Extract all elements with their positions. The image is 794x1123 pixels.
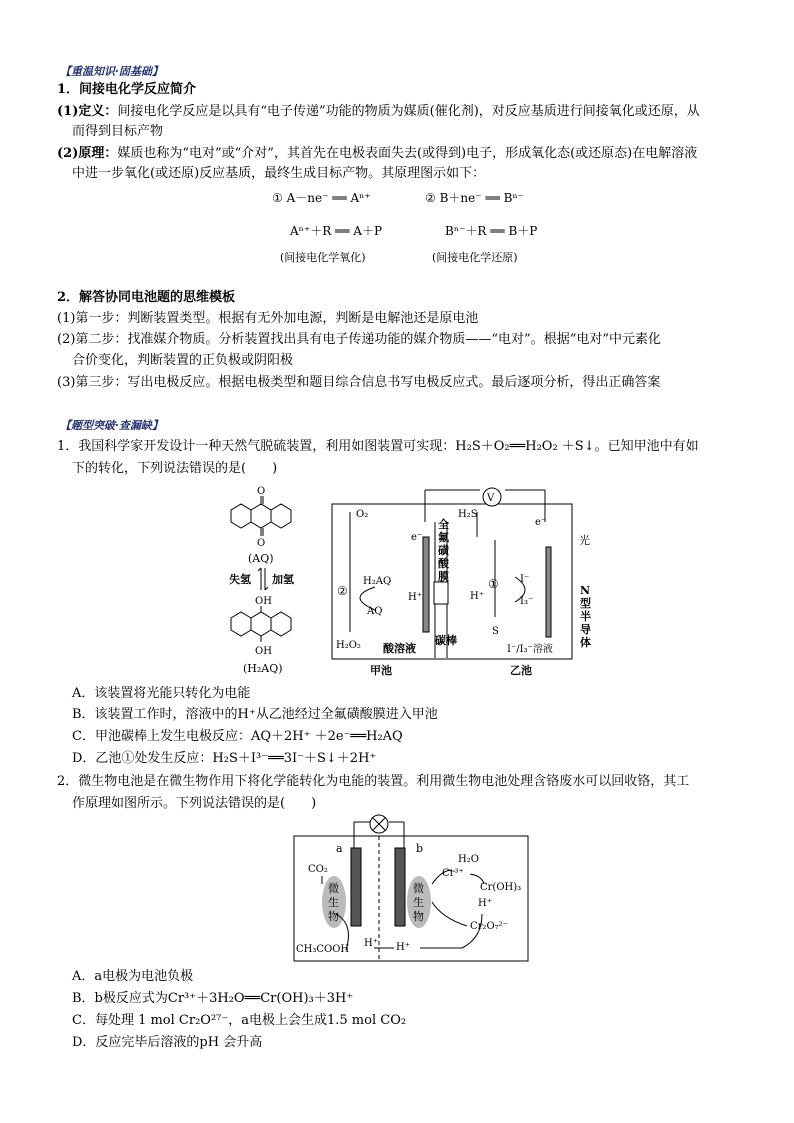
question-2-figure <box>292 814 532 964</box>
step-2: (2)第二步：找准媒介物质。分析装置找出具有电子传递功能的媒介物质——“电对”。根据“电对”中元素化 <box>57 332 661 347</box>
h2s-label: H₂S <box>458 509 478 520</box>
membrane-label: 全 氟 磺 酸 膜 <box>438 518 449 583</box>
cr2o7-text: Cr₂O₇²⁻ <box>470 921 508 932</box>
eq-reduction-2: Bⁿ⁻＋R ══ B＋P <box>445 224 538 238</box>
label-b: b <box>416 842 424 855</box>
circle-2: ② <box>337 584 348 598</box>
voltmeter-label: V <box>487 493 495 504</box>
definition-line-2: 而得到目标产物 <box>72 124 164 139</box>
membrane <box>434 582 448 604</box>
section-title-1: 1．间接电化学反应简介 <box>57 82 197 97</box>
question-1-stem-2: 下的转化，下列说法错误的是( ) <box>72 461 278 476</box>
question-2-stem-2: 作原理如图所示。下列说法错误的是( ) <box>72 796 317 811</box>
aq-label: (AQ) <box>248 552 274 565</box>
hplus-a: H⁺ <box>364 938 378 949</box>
microbe-left-label: 微 生 物 <box>328 882 339 923</box>
eq-oxidation-caption: (间接电化学氧化) <box>280 251 366 264</box>
n-type-label: N 型 半 导 体 <box>580 584 591 649</box>
h2aq-label: (H₂AQ) <box>243 662 283 675</box>
pool-b-label: 乙池 <box>510 664 532 677</box>
q2-option-c[interactable]: C．每处理 1 mol Cr₂O²⁷⁻，a电极上会生成1.5 mol CO₂ <box>72 1013 407 1028</box>
section-header-review: 【重温知识·固基础】 <box>60 65 163 78</box>
electrode-a <box>351 848 361 926</box>
iminus-text: I⁻ <box>520 574 530 585</box>
eq-reduction-caption: (间接电化学还原) <box>432 251 518 264</box>
principle-label: (2)原理： <box>57 146 118 161</box>
eq-oxidation-2: Aⁿ⁺＋R ══ A＋P <box>290 224 383 238</box>
step-2-cont: 合价变化，判断装置的正负极或阴阳极 <box>72 353 294 368</box>
step-3: (3)第三步：写出电极反应。根据电极类型和题目综合信息书写电极反应式。最后逐项分析，得出正确答案 <box>57 375 661 390</box>
question-1-stem: 1．我国科学家开发设计一种天然气脱硫装置，利用如图装置可实现：H₂S＋O₂══H₂O₂ ＋S↓。已知甲池中有如 <box>57 439 699 454</box>
definition-label: (1)定义： <box>57 104 118 119</box>
microbe-right-label: 微 生 物 <box>413 882 424 923</box>
section-header-practice: 【题型突破·查漏缺】 <box>60 419 163 432</box>
question-2-stem: 2．微生物电池是在微生物作用下将化学能转化为电能的装置。利用微生物电池处理含铬废水可以回收铬，其工 <box>57 774 690 789</box>
semiconductor <box>546 547 551 637</box>
eq-reduction-1: ② B＋ne⁻ ══ Bⁿ⁻ <box>425 191 524 205</box>
h2aq-oh-bottom: OH <box>255 646 272 657</box>
q2-option-b[interactable]: B．b极反应式为Cr³⁺＋3H₂O══Cr(OH)₃＋3H⁺ <box>72 991 354 1006</box>
i3-text: I₃⁻ <box>520 596 534 607</box>
e-left: e⁻ <box>411 532 423 543</box>
h2o2-text: H₂O₂ <box>336 640 361 651</box>
q1-option-c[interactable]: C．甲池碳棒上发生电极反应：AQ＋2H⁺ ＋2e⁻══H₂AQ <box>72 729 403 744</box>
s-text: S <box>492 626 499 637</box>
question-1-figure <box>215 482 605 682</box>
equilibrium-arrows <box>258 568 268 590</box>
e-right: e⁻ <box>535 517 547 528</box>
carbon-label: 碳棒 <box>435 634 457 647</box>
eq-oxidation-1: ① A－ne⁻ ══ Aⁿ⁺ <box>272 191 371 205</box>
hplus-left: H⁺ <box>408 592 422 603</box>
principle-line-2: 中进一步氧化(或还原)反应基质，最终生成目标产物。其原理图示如下： <box>72 166 486 181</box>
carbon-rod <box>423 537 429 632</box>
acid-label: 酸溶液 <box>383 642 416 655</box>
section-title-2: 2．解答协同电池题的思维模板 <box>57 290 236 305</box>
cr3-text: Cr³⁺ <box>442 868 464 879</box>
definition-text: 间接电化学反应是以具有“电子传递”功能的物质为媒质(催化剂)，对反应基质进行间接氧化或还原，从 <box>117 104 700 119</box>
q1-option-b[interactable]: B．该装置工作时，溶液中的H⁺从乙池经过全氟磺酸膜进入甲池 <box>72 707 438 722</box>
hplus-mid: H⁺ <box>470 591 484 602</box>
iodine-solution-label: I⁻/I₃⁻溶液 <box>507 644 553 655</box>
h2aq-text: H₂AQ <box>363 576 392 587</box>
q1-option-a[interactable]: A．该装置将光能只转化为电能 <box>72 686 251 701</box>
aq-o-top: O <box>257 486 266 497</box>
light-label: 光 <box>579 534 590 547</box>
principle-line <box>57 145 697 163</box>
lose-h-label: 失氢 <box>229 573 251 586</box>
h2aq-oh-top: OH <box>255 596 272 607</box>
pool-a-label: 甲池 <box>370 664 392 677</box>
label-a: a <box>336 842 343 855</box>
principle-text: 媒质也称为“电对”或“介对”，其首先在电极表面失去(或得到)电子，形成氧化态(或还原态)在电解溶液 <box>117 146 698 161</box>
definition-line <box>57 103 700 121</box>
step-1: (1)第一步：判断装置类型。根据有无外加电源，判断是电解池还是原电池 <box>57 311 479 326</box>
q2-option-d[interactable]: D．反应完毕后溶液的pH 会升高 <box>72 1035 263 1050</box>
hplus-b: H⁺ <box>396 942 410 953</box>
electrode-b <box>395 848 405 926</box>
hplus-c: H⁺ <box>478 898 492 909</box>
q2-option-a[interactable]: A．a电极为电池负极 <box>72 969 194 984</box>
circle-1: ① <box>488 577 499 591</box>
croh3-text: Cr(OH)₃ <box>480 882 522 893</box>
o2-label: O₂ <box>356 509 369 520</box>
aq-o-bottom: O <box>257 538 266 549</box>
h2aq-molecule <box>231 606 291 642</box>
ch3cooh-text: CH₃COOH <box>296 944 350 955</box>
aq-molecule <box>231 496 291 536</box>
q1-option-d[interactable]: D．乙池①处发生反应：H₂S＋I³⁻══3I⁻＋S↓＋2H⁺ <box>72 751 377 766</box>
h2o-text: H₂O <box>458 854 479 865</box>
co2-text: CO₂ <box>308 864 328 875</box>
add-h-label: 加氢 <box>272 573 294 586</box>
aq-text: AQ <box>367 606 383 617</box>
